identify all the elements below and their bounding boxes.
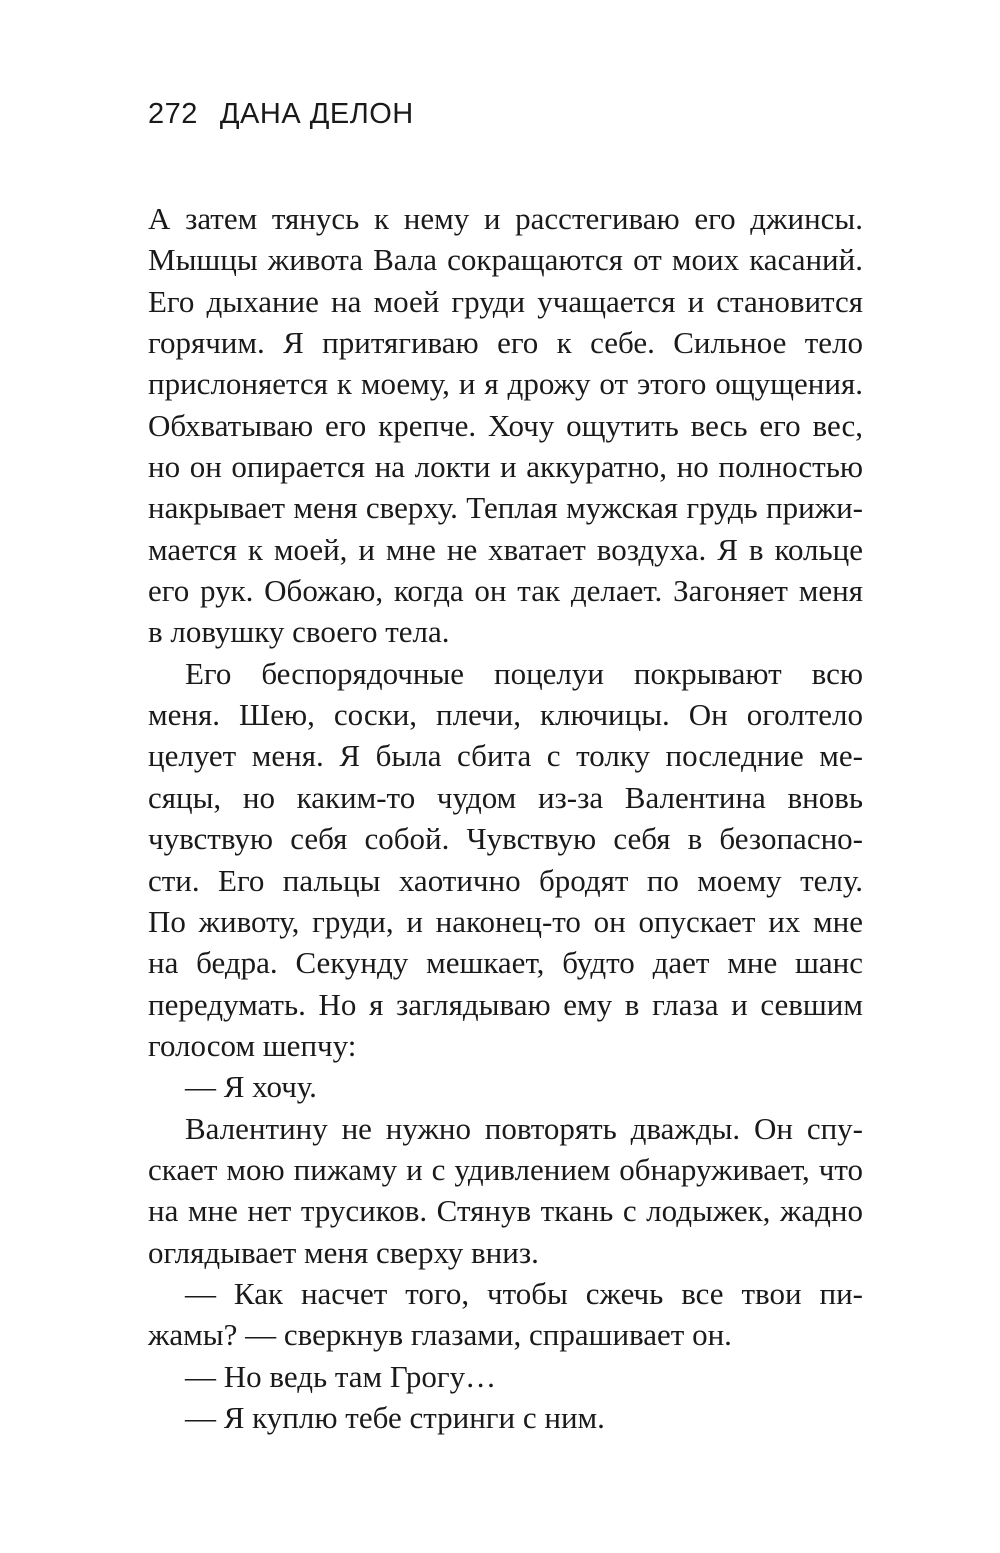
dialogue-line: — Я хочу. <box>185 1069 317 1105</box>
text-line: сяцы, но каким-то чудом из-за Валентина вновь <box>148 779 863 815</box>
text-line: горячим. Я притягиваю его к себе. Сильное тело <box>148 325 863 361</box>
text-line: мается к моей, и мне не хватает воздуха. Я в кольце <box>148 531 863 567</box>
text-line: скает мою пижаму и с удивлением обнаруживает, что <box>148 1151 863 1187</box>
text-line: Его беспорядочные поцелуи покрывают всю <box>185 655 863 691</box>
text-line: Мышцы живота Вала сокращаются от моих касаний. <box>148 242 863 278</box>
text-line: в ловушку своего тела. <box>148 614 450 650</box>
text-line: голосом шепчу: <box>148 1027 357 1063</box>
text-line: чувствую себя собой. Чувствую себя в безопасно- <box>148 821 863 857</box>
page-number: 272 <box>148 98 198 130</box>
text-line: оглядывает меня сверху вниз. <box>148 1234 539 1270</box>
text-line: но он опирается на локти и аккуратно, но полностью <box>148 449 863 485</box>
text-line: Валентину не нужно повторять дважды. Он спу- <box>185 1110 863 1146</box>
text-line: передумать. Но я заглядываю ему в глаза и севшим <box>148 986 863 1022</box>
text-line: на бедра. Секунду мешкает, будто дает мне шанс <box>148 945 863 981</box>
text-line: на мне нет трусиков. Стянув ткань с лодыжек, жадно <box>148 1193 863 1229</box>
text-line: сти. Его пальцы хаотично бродят по моему телу. <box>148 862 863 898</box>
dialogue-line: — Я куплю тебе стринги с ним. <box>185 1399 605 1435</box>
dialogue-line: — Как насчет того, чтобы сжечь все твои пи- <box>185 1275 863 1311</box>
text-line: А затем тянусь к нему и расстегиваю его джинсы. <box>148 201 863 236</box>
dialogue-line: — Но ведь там Грогу… <box>185 1358 497 1394</box>
text-line: целует меня. Я была сбита с толку последние ме- <box>148 738 863 774</box>
text-line: прислоняется к моему, и я дрожу от этого ощущения. <box>148 366 863 402</box>
text-line: меня. Шею, соски, плечи, ключицы. Он оголтело <box>148 697 863 733</box>
body-text <box>148 198 863 1438</box>
text-line: накрывает меня сверху. Теплая мужская грудь прижи- <box>148 490 863 526</box>
book-author: ДАНА ДЕЛОН <box>219 98 414 130</box>
running-header <box>148 98 436 131</box>
text-line: Обхватываю его крепче. Хочу ощутить весь его вес, <box>148 407 863 443</box>
text-line: По животу, груди, и наконец-то он опускает их мне <box>148 903 863 939</box>
text-line: жамы? — сверкнув глазами, спрашивает он. <box>148 1317 732 1353</box>
text-line: Его дыхание на моей груди учащается и становится <box>148 283 863 319</box>
text-line: его рук. Обожаю, когда он так делает. Загоняет меня <box>148 573 863 609</box>
